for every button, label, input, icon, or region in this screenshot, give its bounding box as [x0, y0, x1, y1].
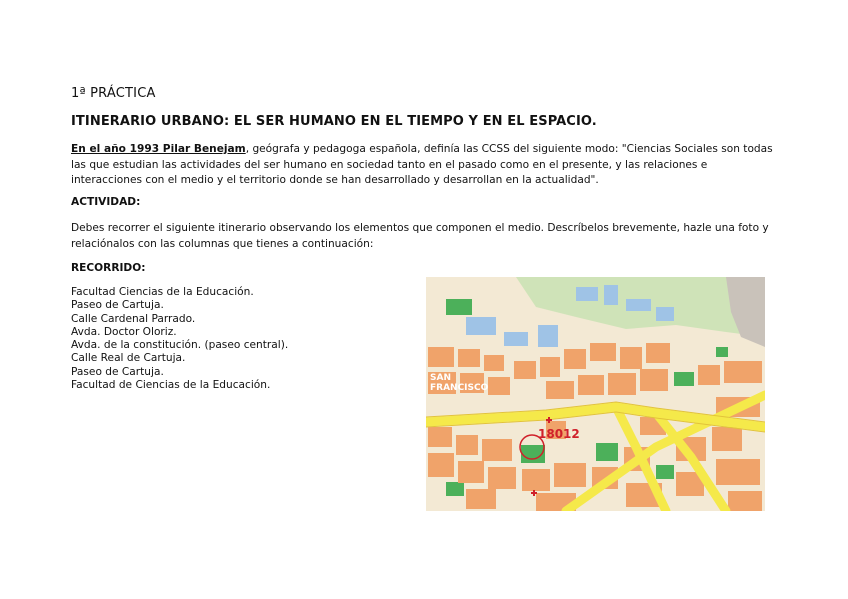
route-item: Paseo de Cartuja.: [71, 365, 164, 378]
intro-paragraph: [71, 142, 773, 189]
activity-text: Debes recorrer el siguiente itinerario observando los elementos que componen el medio. Descríbelos brevemente, hazle una foto y relaciónalos con las columnas que tienes a continuación:: [71, 222, 769, 250]
district-label-2: FRANCISCO: [430, 383, 489, 393]
intro-body: , geógrafa y pedagoga española, definía las CCSS del siguiente modo: "Ciencias Sociales son todas las que estudian las actividades del ser humano en sociedad tanto en el pasado como en el presente, y las relaciones e interacciones con el medio y el territorio donde se han desarrollado y desarrollan en la actualidad".: [71, 143, 773, 186]
intro-lead: En el año 1993 Pilar Benejam: [71, 143, 246, 155]
route-item: Avda. de la constitución. (paseo central).: [71, 339, 289, 352]
route-item: Facultad Ciencias de la Educación.: [71, 286, 254, 298]
itinerary-title: ITINERARIO URBANO: EL SER HUMANO EN EL TIEMPO Y EN EL ESPACIO.: [71, 114, 597, 129]
route-item: Avda. Doctor Oloriz.: [71, 325, 177, 338]
district-label-1: SAN: [430, 373, 451, 383]
route-item: Paseo de Cartuja.: [71, 299, 164, 312]
route-item: Calle Real de Cartuja.: [71, 352, 186, 365]
street-map-svg: [426, 277, 765, 511]
street-map-image: [426, 277, 765, 511]
route-title: RECORRIDO:: [71, 262, 146, 274]
practice-heading: 1ª PRÁCTICA: [71, 86, 156, 101]
activity-title: ACTIVIDAD:: [71, 196, 141, 208]
route-item: Calle Cardenal Parrado.: [71, 312, 196, 325]
postal-code-label: 18012: [538, 427, 580, 441]
route-list: [71, 286, 288, 392]
route-item: Facultad de Ciencias de la Educación.: [71, 379, 271, 392]
